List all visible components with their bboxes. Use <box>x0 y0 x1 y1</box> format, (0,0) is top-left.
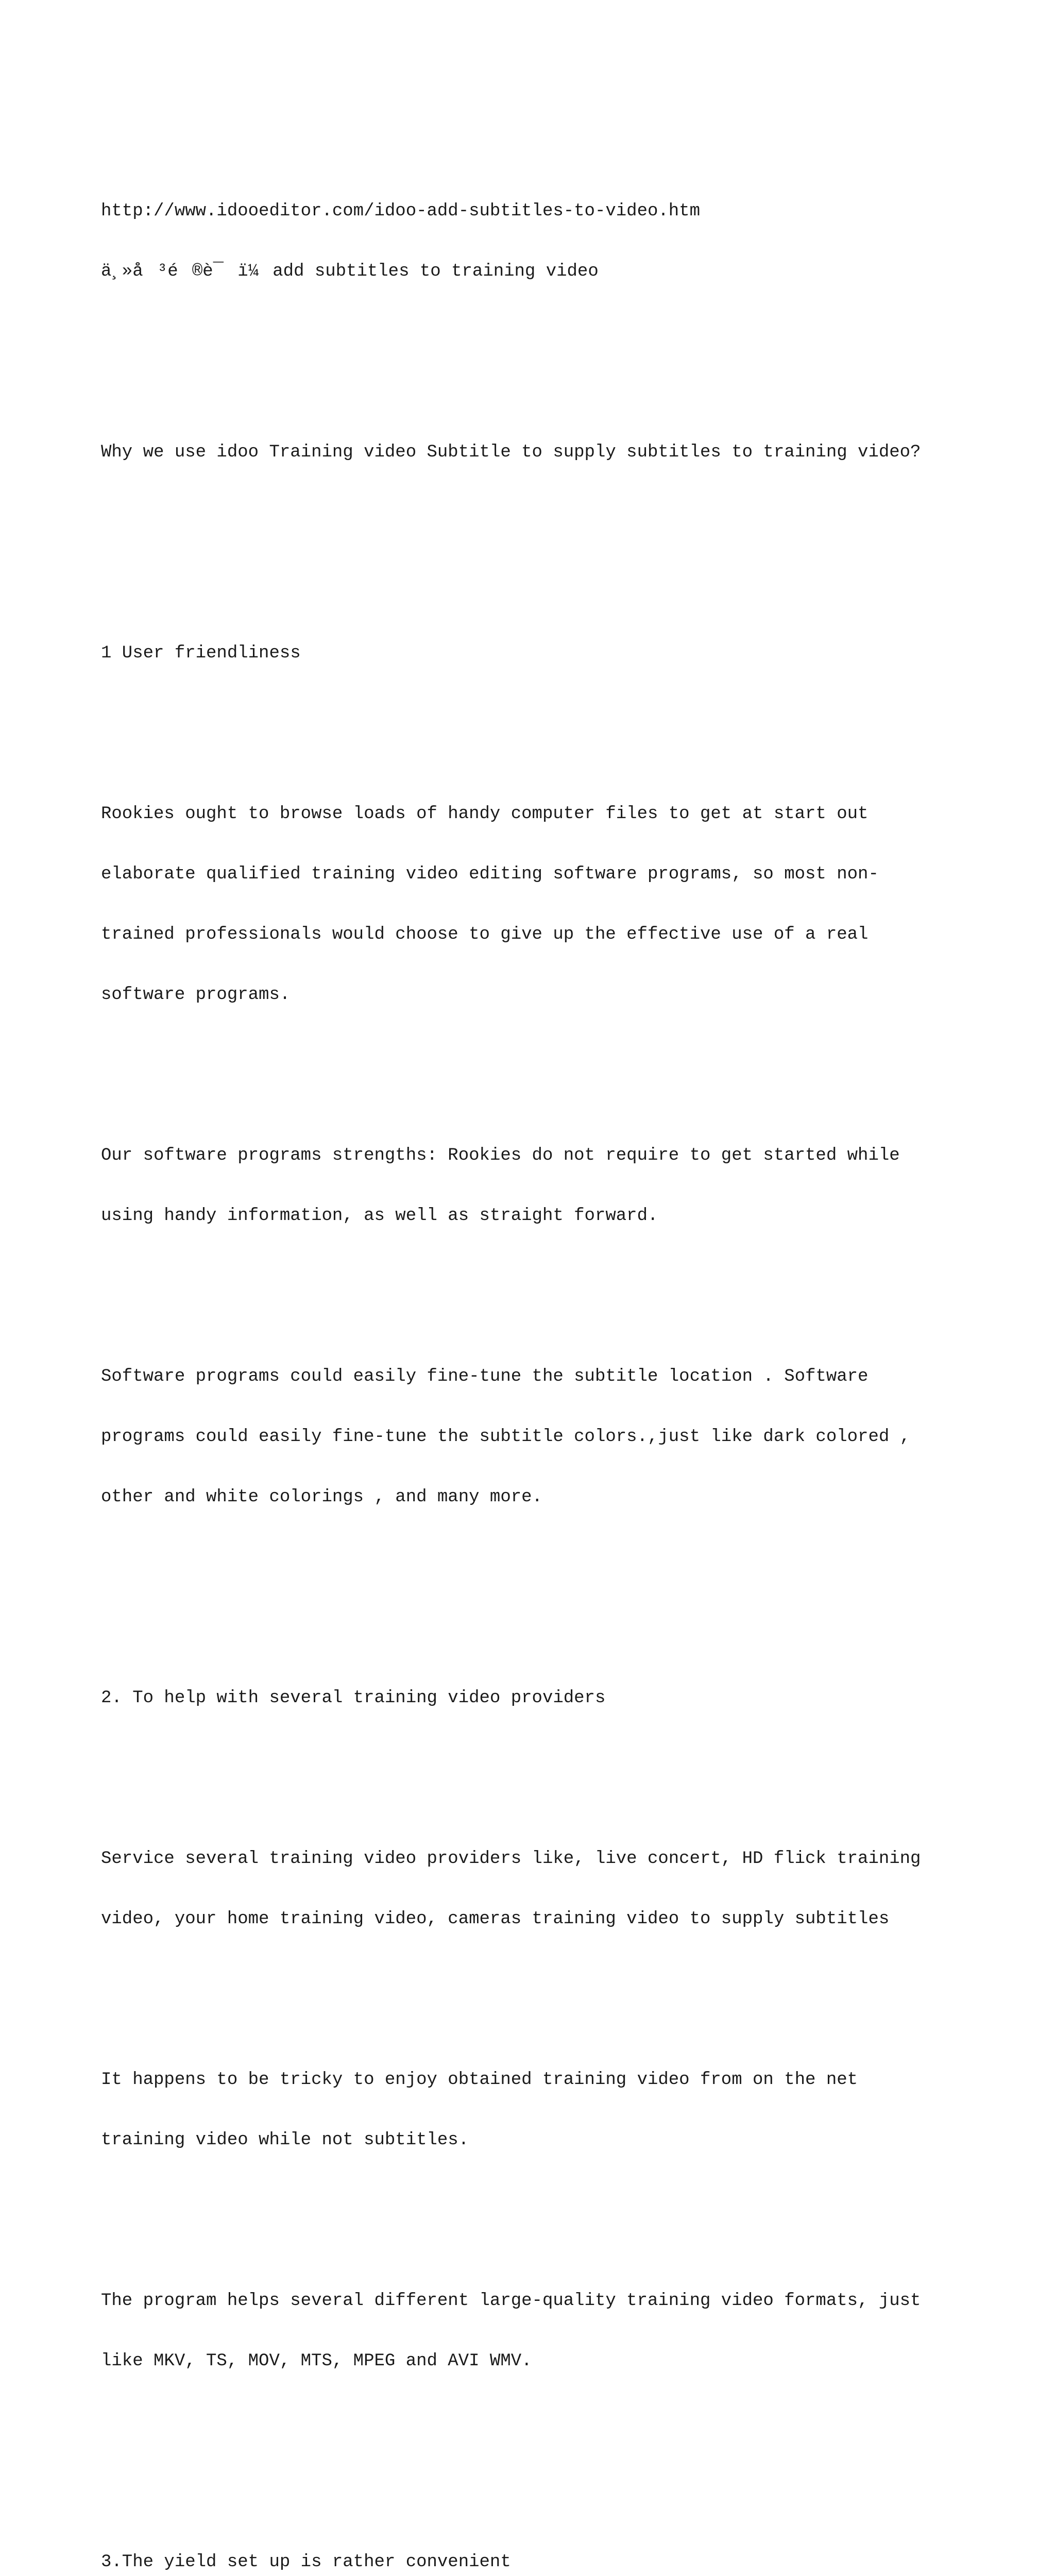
text-line: elaborate qualified training video editing software programs, so most non- <box>101 865 879 884</box>
text-line: using handy information, as well as straight forward. <box>101 1206 658 1226</box>
section-3-heading <box>101 2512 977 2576</box>
text-line: like MKV, TS, MOV, MTS, MPEG and AVI WMV. <box>101 2351 532 2371</box>
section-2-paragraph-3 <box>101 2251 977 2412</box>
text-line: software programs. <box>101 985 291 1005</box>
section-1-paragraph-1 <box>101 764 977 1045</box>
section-2-paragraph-2 <box>101 2030 977 2191</box>
section-heading: 1 User friendliness <box>101 643 301 663</box>
section-2-paragraph-1 <box>101 1809 977 1970</box>
section-1-heading <box>101 603 977 704</box>
header-block <box>101 161 977 322</box>
section-heading: 3.The yield set up is rather convenient <box>101 2552 511 2572</box>
text-line: other and white colorings , and many more. <box>101 1487 542 1507</box>
text-line: It happens to be tricky to enjoy obtained training video from on the net <box>101 2070 858 2090</box>
document-title: ä¸»å³é®è¯ï¼add subtitles to training video <box>101 262 599 281</box>
text-line: The program helps several different large-quality training video formats, just <box>101 2291 921 2311</box>
text-line: Our software programs strengths: Rookies do not require to get started while <box>101 1146 900 1165</box>
section-1-paragraph-3 <box>101 1327 977 1548</box>
text-line: programs could easily fine-tune the subtitle colors.,just like dark colored , <box>101 1427 911 1447</box>
text-line: Service several training video providers like, live concert, HD flick training <box>101 1849 921 1869</box>
section-1-paragraph-2 <box>101 1106 977 1266</box>
question-text: Why we use idoo Training video Subtitle to supply subtitles to training video? <box>101 443 921 462</box>
intro-question <box>101 402 977 503</box>
text-line: Software programs could easily fine-tune the subtitle location . Software <box>101 1367 869 1386</box>
section-heading: 2. To help with several training video providers <box>101 1688 606 1708</box>
text-line: trained professionals would choose to give up the effective use of a real <box>101 925 869 944</box>
text-line: Rookies ought to browse loads of handy computer files to get at start out <box>101 804 869 824</box>
document-body <box>101 101 977 2576</box>
text-line: video, your home training video, cameras training video to supply subtitles <box>101 1909 890 1929</box>
section-2-heading <box>101 1648 977 1749</box>
source-url: http://www.idooeditor.com/idoo-add-subtitles-to-video.htm <box>101 201 700 221</box>
text-line: training video while not subtitles. <box>101 2130 469 2150</box>
